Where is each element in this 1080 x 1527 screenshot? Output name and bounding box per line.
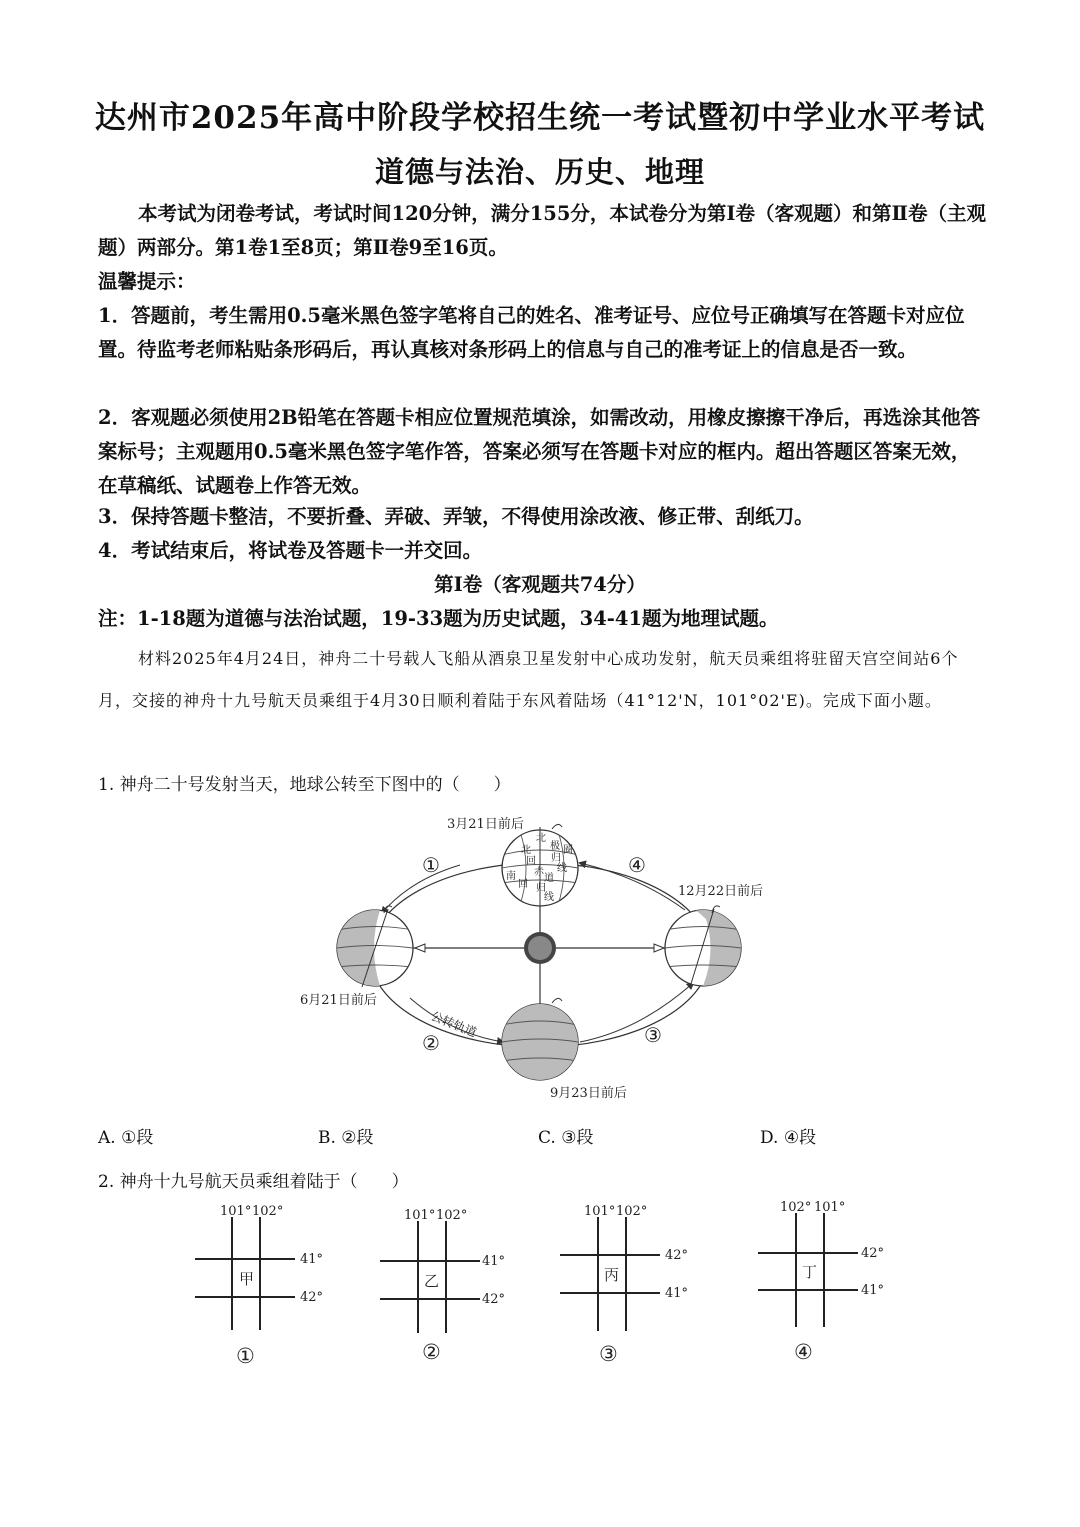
grid3-number: ③ xyxy=(599,1342,618,1366)
sun-icon xyxy=(524,932,556,964)
grid2-cell: 乙 xyxy=(424,1272,440,1290)
globe-label: 极 xyxy=(550,841,560,852)
grid1-lat-top: 41° xyxy=(300,1252,324,1267)
exam-intro: 本考试为闭卷考试，考试时间120分钟，满分155分，本试卷分为第Ⅰ卷（客观题）和第Ⅱ卷（主观题）两部分。第1卷1至8页；第Ⅱ卷9至16页。 xyxy=(98,202,986,259)
q1-option-b[interactable]: B. ②段 xyxy=(318,1128,374,1148)
material-text: 材料2025年4月24日，神舟二十号载人飞船从酒泉卫星发射中心成功发射，航天员乘组将驻留天宫空间站6个月，交接的神舟十九号航天员乘组于4月30日顺利着陆于东风着陆场（41°12'N，101°02'E)。完成下面小题。 xyxy=(98,649,959,710)
globe-march xyxy=(502,824,578,909)
grid2-lon-right: 102° xyxy=(436,1208,468,1223)
grid1-number: ① xyxy=(236,1344,255,1368)
globe-label: 赤 xyxy=(534,867,544,878)
tip-3: 3．保持答题卡整洁，不要折叠、弄破、弄皱，不得使用涂改液、修正带、刮纸刀。 xyxy=(98,505,814,528)
globe-label: 北 xyxy=(521,845,531,856)
globe-label: 回 xyxy=(518,879,528,890)
date-label-december: 12月22日前后 xyxy=(678,884,764,899)
tip-4: 4．考试结束后，将试卷及答题卡一并交回。 xyxy=(98,539,483,562)
grid2-lat-bottom: 42° xyxy=(482,1292,506,1307)
globe-label: 圈 xyxy=(563,845,573,856)
grid4-lon-left: 102° xyxy=(780,1200,812,1215)
latlong-grids xyxy=(190,1195,910,1375)
grid1-lon-right: 102° xyxy=(252,1204,284,1219)
grid3-lat-top: 42° xyxy=(665,1248,689,1263)
grid2-lon-left: 101° xyxy=(404,1208,436,1223)
grid3-cell: 丙 xyxy=(604,1266,620,1284)
grid4-cell: 丁 xyxy=(802,1263,818,1281)
grid4-lon-right: 101° xyxy=(814,1200,846,1215)
globe-label: 归 xyxy=(551,853,561,864)
grid1-lat-bottom: 42° xyxy=(300,1290,324,1305)
tip-1: 1．答题前，考生需用0.5毫米黑色签字笔将自己的姓名、准考证号、应位号正确填写在答题卡对应位置。待监考老师粘贴条形码后，再认真核对条形码上的信息与自己的准考证上的信息是否一致。 xyxy=(98,304,965,361)
globe-label: 北 xyxy=(536,833,546,844)
grid4-lat-bottom: 41° xyxy=(861,1283,885,1298)
segment-3: ③ xyxy=(644,1023,662,1047)
segment-1: ① xyxy=(422,853,440,877)
globe-label: 道 xyxy=(544,873,554,884)
globe-september xyxy=(502,998,578,1080)
grid3-lon-right: 102° xyxy=(616,1204,648,1219)
date-label-march: 3月21日前后 xyxy=(447,817,524,832)
globe-label: 线 xyxy=(544,892,554,903)
globe-december xyxy=(665,906,741,987)
section-note: 注：1-18题为道德与法治试题，19-33题为历史试题，34-41题为地理试题。 xyxy=(98,607,779,630)
globe-label: 归 xyxy=(536,883,546,894)
grid1-lon-left: 101° xyxy=(220,1204,252,1219)
grid2-lat-top: 41° xyxy=(482,1254,506,1269)
globe-label: 回 xyxy=(526,856,536,867)
exam-subtitle: 道德与法治、历史、地理 xyxy=(374,155,705,189)
exam-title: 达州市2025年高中阶段学校招生统一考试暨初中学业水平考试 xyxy=(94,100,986,136)
orbit-label: 公转轨道 xyxy=(428,1008,479,1040)
date-label-september: 9月23日前后 xyxy=(550,1086,627,1101)
q1-option-d[interactable]: D. ④段 xyxy=(760,1128,817,1148)
q1-option-a[interactable]: A. ①段 xyxy=(98,1128,154,1148)
date-label-june: 6月21日前后 xyxy=(300,993,377,1008)
globe-label: 线 xyxy=(557,863,567,874)
q1-stem: 1. 神舟二十号发射当天，地球公转至下图中的（ ） xyxy=(98,775,511,795)
grid1-cell: 甲 xyxy=(239,1270,255,1288)
tips-label: 温馨提示： xyxy=(98,270,196,293)
revolution-diagram xyxy=(300,805,780,1110)
q1-option-c[interactable]: C. ③段 xyxy=(538,1128,594,1148)
globe-label: 南 xyxy=(506,871,516,882)
grid4-lat-top: 42° xyxy=(861,1246,885,1261)
grid4-number: ④ xyxy=(794,1340,813,1364)
grid2-number: ② xyxy=(422,1340,441,1364)
segment-2: ② xyxy=(422,1031,440,1055)
globe-june xyxy=(337,906,413,987)
arrow-3 xyxy=(580,983,693,1042)
segment-4: ④ xyxy=(628,853,646,877)
grid3-lat-bottom: 41° xyxy=(665,1286,689,1301)
q2-stem: 2. 神舟十九号航天员乘组着陆于（ ） xyxy=(98,1172,409,1192)
tip-2: 2．客观题必须使用2B铅笔在答题卡相应位置规范填涂，如需改动，用橡皮擦擦干净后，再选涂其他答案标号；主观题用0.5毫米黑色签字笔作答，答案必须写在答题卡对应的框内。超出答题区答案无效，在草稿纸、试题卷上作答无效。 xyxy=(98,406,981,497)
section-title: 第Ⅰ卷（客观题共74分） xyxy=(434,573,646,596)
grid3-lon-left: 101° xyxy=(584,1204,616,1219)
